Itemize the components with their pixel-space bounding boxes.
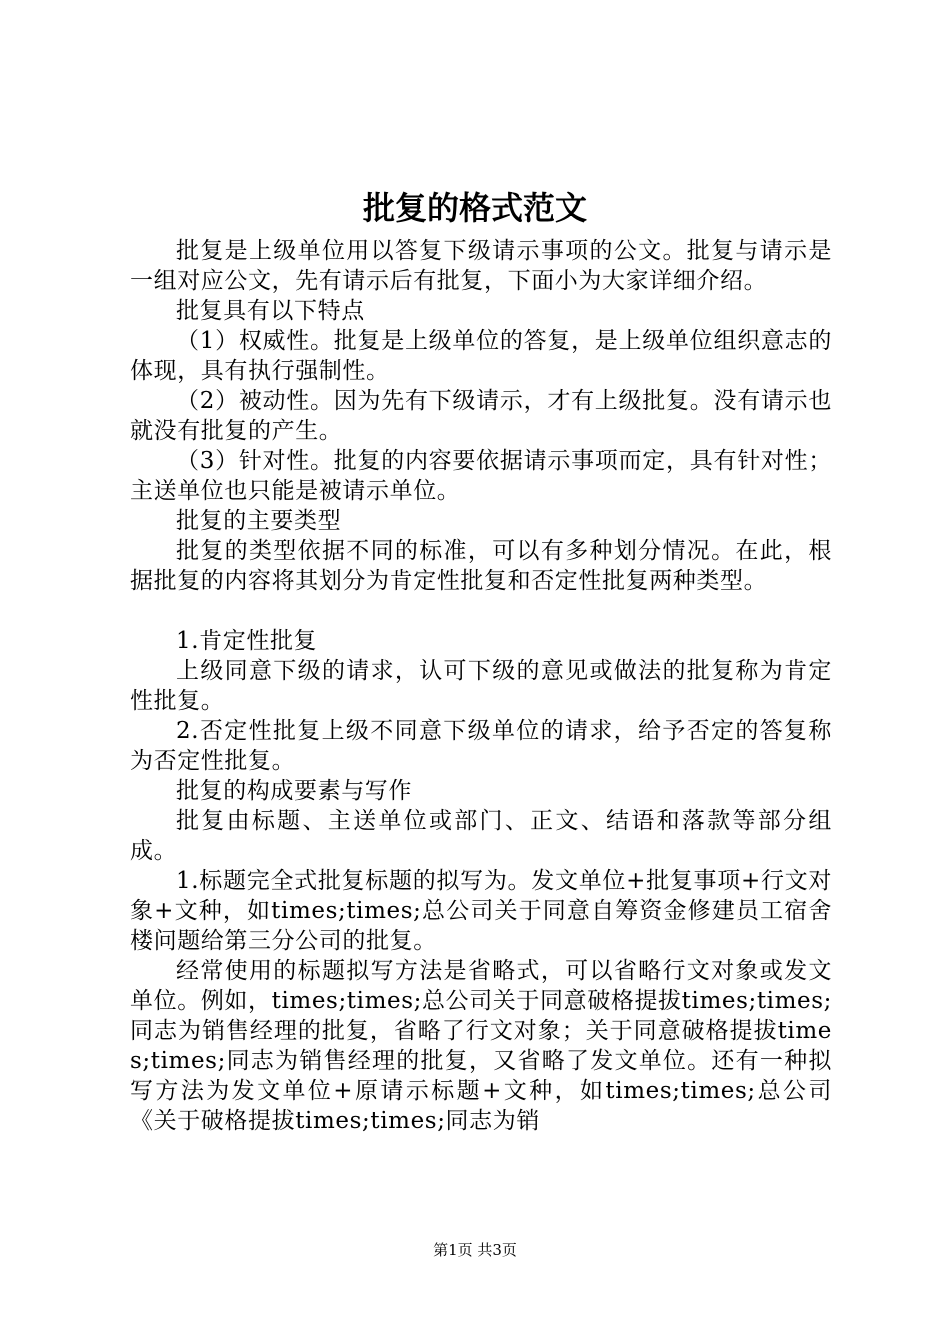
paragraph-feature-passive: （2）被动性。因为先有下级请示，才有上级批复。没有请示也就没有批复的产生。 <box>130 388 832 444</box>
paragraph-feature-authority: （1）权威性。批复是上级单位的答复，是上级单位组织意志的体现，具有执行强制性。 <box>130 328 832 384</box>
document-title: 批复的格式范文 <box>362 189 587 227</box>
paragraph-intro: 批复是上级单位用以答复下级请示事项的公文。批复与请示是一组对应公文，先有请示后有批复，下面小为大家详细介绍。 <box>130 238 832 294</box>
paragraph-types-heading: 批复的主要类型 <box>176 508 342 534</box>
paragraph-feature-targeted: （3）针对性。批复的内容要依据请示事项而定，具有针对性；主送单位也只能是被请示单位。 <box>130 448 832 504</box>
paragraph-affirmative-body: 上级同意下级的请求，认可下级的意见或做法的批复称为肯定性批复。 <box>130 658 832 714</box>
paragraph-features-heading: 批复具有以下特点 <box>176 298 365 324</box>
paragraph-title-full: 1.标题完全式批复标题的拟写为。发文单位+批复事项+行文对象+文种，如times;times;总公司关于同意自筹资金修建员工宿舍楼问题给第三分公司的批复。 <box>130 868 832 954</box>
paragraph-negative: 2.否定性批复上级不同意下级单位的请求，给予否定的答复称为否定性批复。 <box>130 718 832 774</box>
paragraph-types-intro: 批复的类型依据不同的标准，可以有多种划分情况。在此，根据批复的内容将其划分为肯定性批复和否定性批复两种类型。 <box>130 538 832 594</box>
paragraph-elements-heading: 批复的构成要素与写作 <box>176 778 412 804</box>
paragraph-affirmative-heading: 1.肯定性批复 <box>176 628 318 654</box>
paragraph-title-abbreviated: 经常使用的标题拟写方法是省略式，可以省略行文对象或发文单位。例如，times;times;总公司关于同意破格提拔times;times;同志为销售经理的批复，省略了行文对象；关于同意破格提拔times;times;同志为销售经理的批复，又省略了发文单位。还有一种拟写方法为发文单位+原请示标题+文种，如times;times;总公司《关于破格提拔times;times;同志为销 <box>130 958 832 1134</box>
paragraph-elements-intro: 批复由标题、主送单位或部门、正文、结语和落款等部分组成。 <box>130 808 832 864</box>
document-body <box>130 236 832 1136</box>
page-footer: 第1页 共3页 <box>433 1241 517 1259</box>
